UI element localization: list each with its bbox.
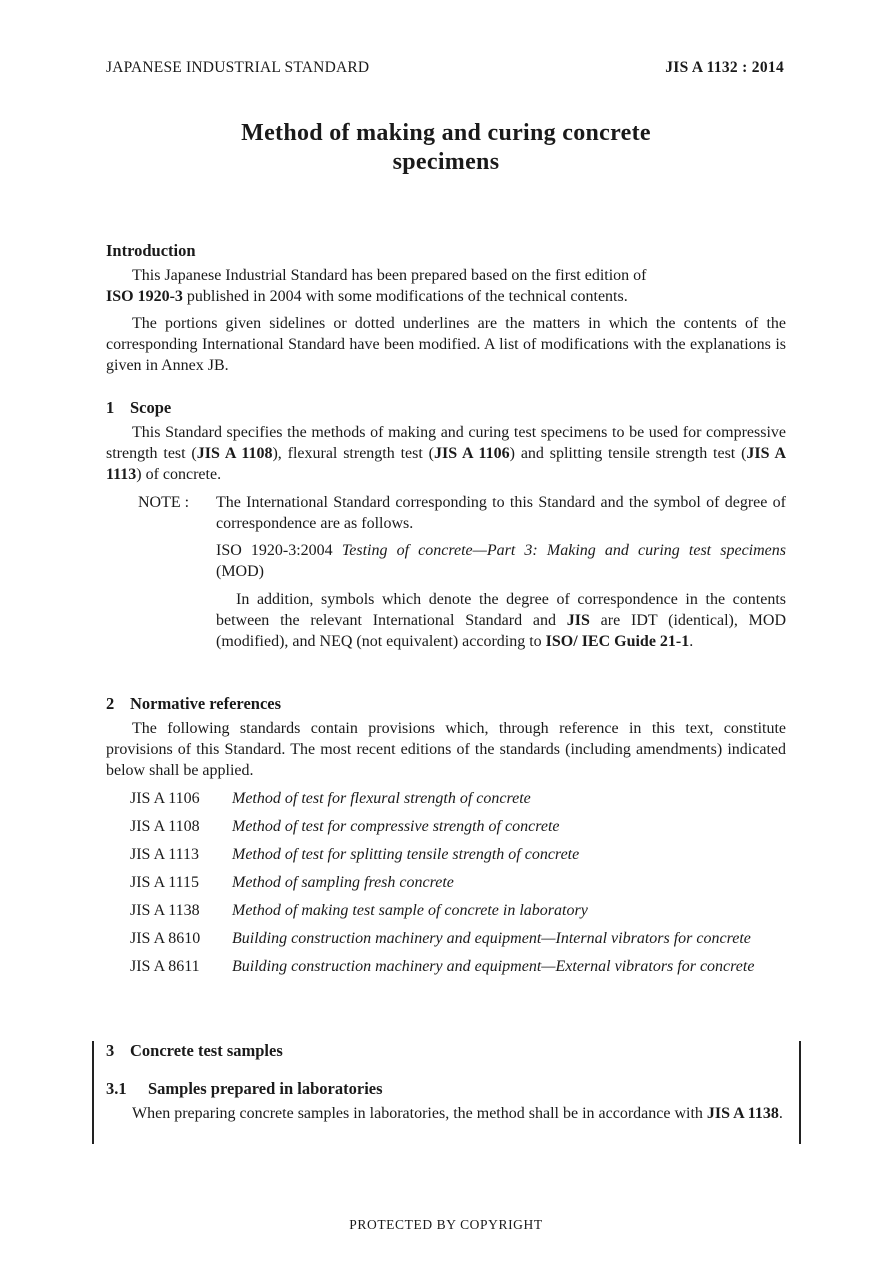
note-paragraph-1: The International Standard corresponding to this Standard and the symbol of degree of correspondence are as follows. [216,494,786,532]
ref-jis-a-1106: JIS A 1106 [433,445,510,462]
introduction-paragraph-1 [106,265,786,307]
note-iso-title: Testing of concrete—Part 3: Making and curing test specimens [341,542,787,559]
reference-item: JIS A 1113 Method of test for splitting tensile strength of concrete [130,846,580,863]
samples-laboratory-paragraph: When preparing concrete samples in laboratories, the method shall be in accordance with JIS A 1138. [132,1105,783,1122]
modification-sideline-right [799,1041,801,1144]
note-iso-reference [216,540,786,582]
normative-references-heading: 2 Normative references [106,694,282,713]
title-line-1: Method of making and curing concrete [241,120,651,146]
ref-iso-iec-guide: ISO/ IEC Guide 21-1 [545,633,690,650]
header-standard-number: JIS A 1132 : 2014 [665,59,784,76]
reference-item: JIS A 8611 Building construction machinery and equipment—External vibrators for concrete [130,958,755,975]
ref-jis-a-1108: JIS A 1108 [196,445,273,462]
note-iso-code: ISO 1920-3:2004 [216,542,333,559]
ref-jis-a-1138: JIS A 1138 [706,1105,779,1122]
document-title [0,119,892,177]
header-publisher: JAPANESE INDUSTRIAL STANDARD [106,59,370,76]
reference-item: JIS A 1108 Method of test for compressive strength of concrete [130,818,560,835]
reference-item: JIS A 1106 Method of test for flexural strength of concrete [130,790,531,807]
title-line-2: specimens [392,149,500,175]
reference-item: JIS A 8610 Building construction machinery and equipment—Internal vibrators for concrete [130,930,751,947]
copyright-footer: PROTECTED BY COPYRIGHT [349,1217,543,1232]
samples-laboratory-heading: 3.1 Samples prepared in laboratories [106,1079,383,1098]
note-paragraph-3: In addition, symbols which denote the degree of correspondence in the contents between the relevant International Standard and JIS are IDT (identical), MOD (modified), and NEQ (not equivalent) according to ISO/ IEC Guide 21-1. [216,591,787,650]
scope-heading: 1 Scope [106,398,172,417]
modification-sideline-left [92,1041,94,1144]
reference-item: JIS A 1115 Method of sampling fresh concrete [130,874,454,891]
intro-p1-iso-ref: ISO 1920-3 [106,288,183,305]
intro-p1-text: This Japanese Industrial Standard has been prepared based on the first edition of [132,267,647,284]
scope-paragraph: This Standard specifies the methods of making and curing test specimens to be used for compressive strength test (JIS A 1108), flexural strength test (JIS A 1106) and splitting tensile strength test (JIS A 1113) of concrete. [106,424,787,483]
intro-p1-text-end: published in 2004 with some modifications of the technical contents. [182,288,628,305]
normative-references-intro: The following standards contain provisions which, through reference in this text, constitute provisions of this Standard. The most recent editions of the standards (including amendments) indicated below shall be applied. [106,720,786,779]
introduction-paragraph-2: The portions given sidelines or dotted underlines are the matters in which the contents of the corresponding International Standard have been modified. A list of modifications with the explanations is given in Annex JB. [106,315,786,374]
note-iso-mod: (MOD) [216,563,264,580]
note-label: NOTE : [138,494,190,511]
concrete-test-samples-heading: 3 Concrete test samples [106,1041,283,1060]
reference-item: JIS A 1138 Method of making test sample of concrete in laboratory [130,902,588,919]
normative-reference-list [130,788,786,977]
ref-jis-a-1113: JIS A 1113 [106,445,787,483]
introduction-heading: Introduction [106,241,196,260]
